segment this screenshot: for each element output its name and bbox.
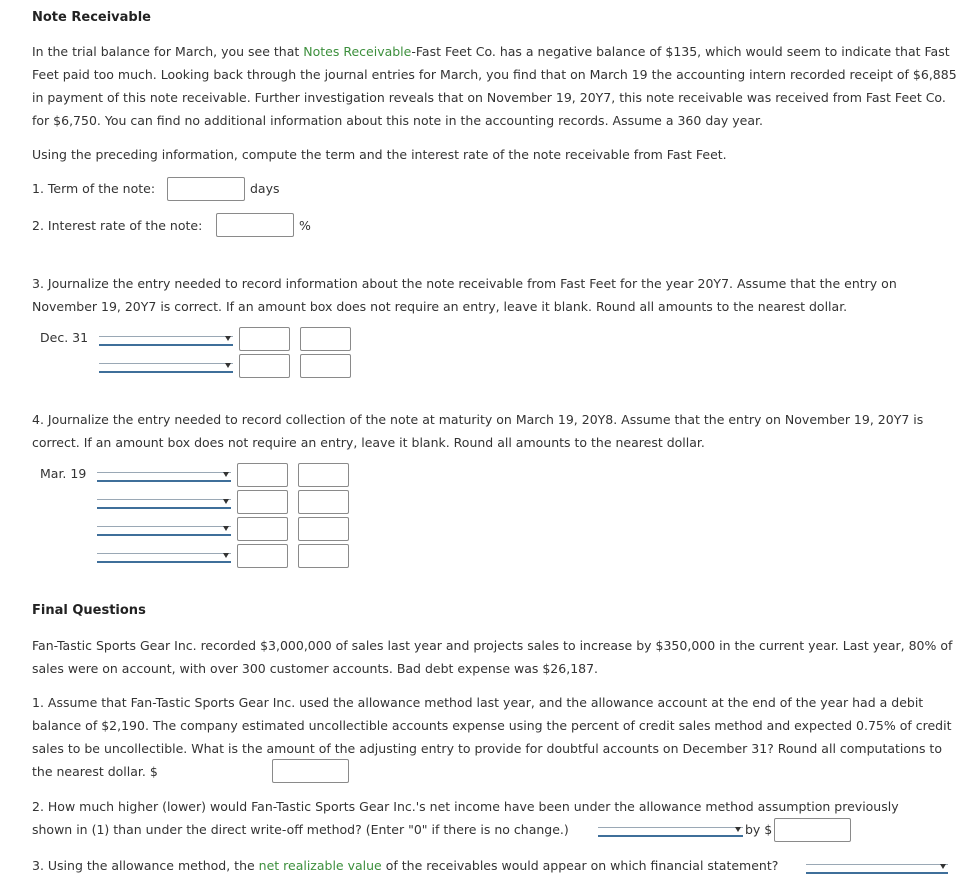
final-q3-text-2: of the receivables would appear on which financial statement? <box>381 858 779 873</box>
q4-debit-input-3[interactable] <box>237 517 288 541</box>
final-q2-by-label: by $ <box>745 822 773 837</box>
net-income-difference-input[interactable] <box>774 818 851 842</box>
note-intro-paragraph <box>32 40 962 132</box>
interest-rate-label: 2. Interest rate of the note: <box>32 218 203 233</box>
q4-debit-input-2[interactable] <box>237 490 288 514</box>
final-q3-text <box>32 858 778 874</box>
section-heading-final-questions: Final Questions <box>32 603 146 618</box>
q3-credit-input-2[interactable] <box>300 354 351 378</box>
q3-account-select-2[interactable] <box>99 358 233 373</box>
q4-debit-input-1[interactable] <box>237 463 288 487</box>
intro-text-1: In the trial balance for March, you see that <box>32 44 304 59</box>
doubtful-accounts-input[interactable] <box>272 759 349 783</box>
q4-account-select-1[interactable] <box>97 467 231 482</box>
financial-statement-select[interactable] <box>806 859 948 874</box>
chevron-down-icon <box>223 499 229 504</box>
chevron-down-icon <box>223 553 229 558</box>
q4-credit-input-1[interactable] <box>298 463 349 487</box>
q4-credit-input-3[interactable] <box>298 517 349 541</box>
q3-debit-input-1[interactable] <box>239 327 290 351</box>
final-intro-paragraph: Fan-Tastic Sports Gear Inc. recorded $3,000,000 of sales last year and projects sales to increase by $350,000 in the current year. Last year, 80% of sales were on account, with over 300 customer accounts. Bad debt expense was $26,187. <box>32 638 953 676</box>
q4-account-select-4[interactable] <box>97 548 231 563</box>
final-q2-text: 2. How much higher (lower) would Fan-Tastic Sports Gear Inc.'s net income have been under the allowance method assumption previously shown in (1) than under the direct write-off method? (Enter "0" if there is no change.) <box>32 799 899 837</box>
q4-credit-input-2[interactable] <box>298 490 349 514</box>
term-label: 1. Term of the note: <box>32 181 156 196</box>
q4-debit-input-4[interactable] <box>237 544 288 568</box>
net-realizable-value-term: net realizable value <box>258 858 382 873</box>
journal-q3-date: Dec. 31 <box>40 330 89 345</box>
interest-rate-input[interactable] <box>216 213 294 237</box>
notes-receivable-term: Notes Receivable <box>303 44 412 59</box>
journal-q4-date: Mar. 19 <box>40 466 87 481</box>
q4-account-select-2[interactable] <box>97 494 231 509</box>
term-input[interactable] <box>167 177 245 201</box>
chevron-down-icon <box>223 472 229 477</box>
q3-debit-input-2[interactable] <box>239 354 290 378</box>
term-unit: days <box>250 181 280 196</box>
q4-account-select-3[interactable] <box>97 521 231 536</box>
q3-credit-input-1[interactable] <box>300 327 351 351</box>
intro-text-2: -Fast Feet Co. has a negative balance of $135, which would seem to indicate that Fast Feet paid too much. Looking back through the journal entries for March, you find that on March 19 the accounting intern recorded receipt of $6,885 in payment of this note receivable. Further investigation reveals that on November 19, 20Y7, this note receivable was received from Fast Feet Co. for $6,750. You can find no additional information about this note in the accounting records. Assume a 360 day year. <box>32 44 957 128</box>
final-q1-paragraph <box>32 691 962 783</box>
section-heading-note-receivable: Note Receivable <box>32 10 151 25</box>
chevron-down-icon <box>225 363 231 368</box>
final-q3-text-1: 3. Using the allowance method, the <box>32 858 259 873</box>
q3-account-select-1[interactable] <box>99 331 233 346</box>
journal-q3-text: 3. Journalize the entry needed to record information about the note receivable from Fast Feet for the year 20Y7. Assume that the entry on November 19, 20Y7 is correct. If an amount box does not require an entry, leave it blank. Round all amounts to the nearest dollar. <box>32 276 897 314</box>
chevron-down-icon <box>735 827 741 832</box>
final-q1-text: 1. Assume that Fan-Tastic Sports Gear Inc. used the allowance method last year, and the allowance account at the end of the year had a debit balance of $2,190. The company estimated uncollectible accounts expense using the percent of credit sales method and expected 0.75% of credit sales to be uncollectible. What is the amount of the adjusting entry to provide for doubtful accounts on December 31? Round all computations to the nearest dollar. <box>32 695 952 779</box>
chevron-down-icon <box>940 864 946 869</box>
interest-rate-unit: % <box>299 218 311 233</box>
journal-q4-text: 4. Journalize the entry needed to record collection of the note at maturity on March 19, 20Y8. Assume that the entry on November 19, 20Y7 is correct. If an amount box does not require an entry, leave it blank. Round all amounts to the nearest dollar. <box>32 412 924 450</box>
chevron-down-icon <box>223 526 229 531</box>
higher-lower-select[interactable] <box>598 822 743 837</box>
compute-instruction: Using the preceding information, compute the term and the interest rate of the note receivable from Fast Feet. <box>32 147 727 162</box>
chevron-down-icon <box>225 336 231 341</box>
final-q1-currency: $ <box>149 764 158 779</box>
q4-credit-input-4[interactable] <box>298 544 349 568</box>
